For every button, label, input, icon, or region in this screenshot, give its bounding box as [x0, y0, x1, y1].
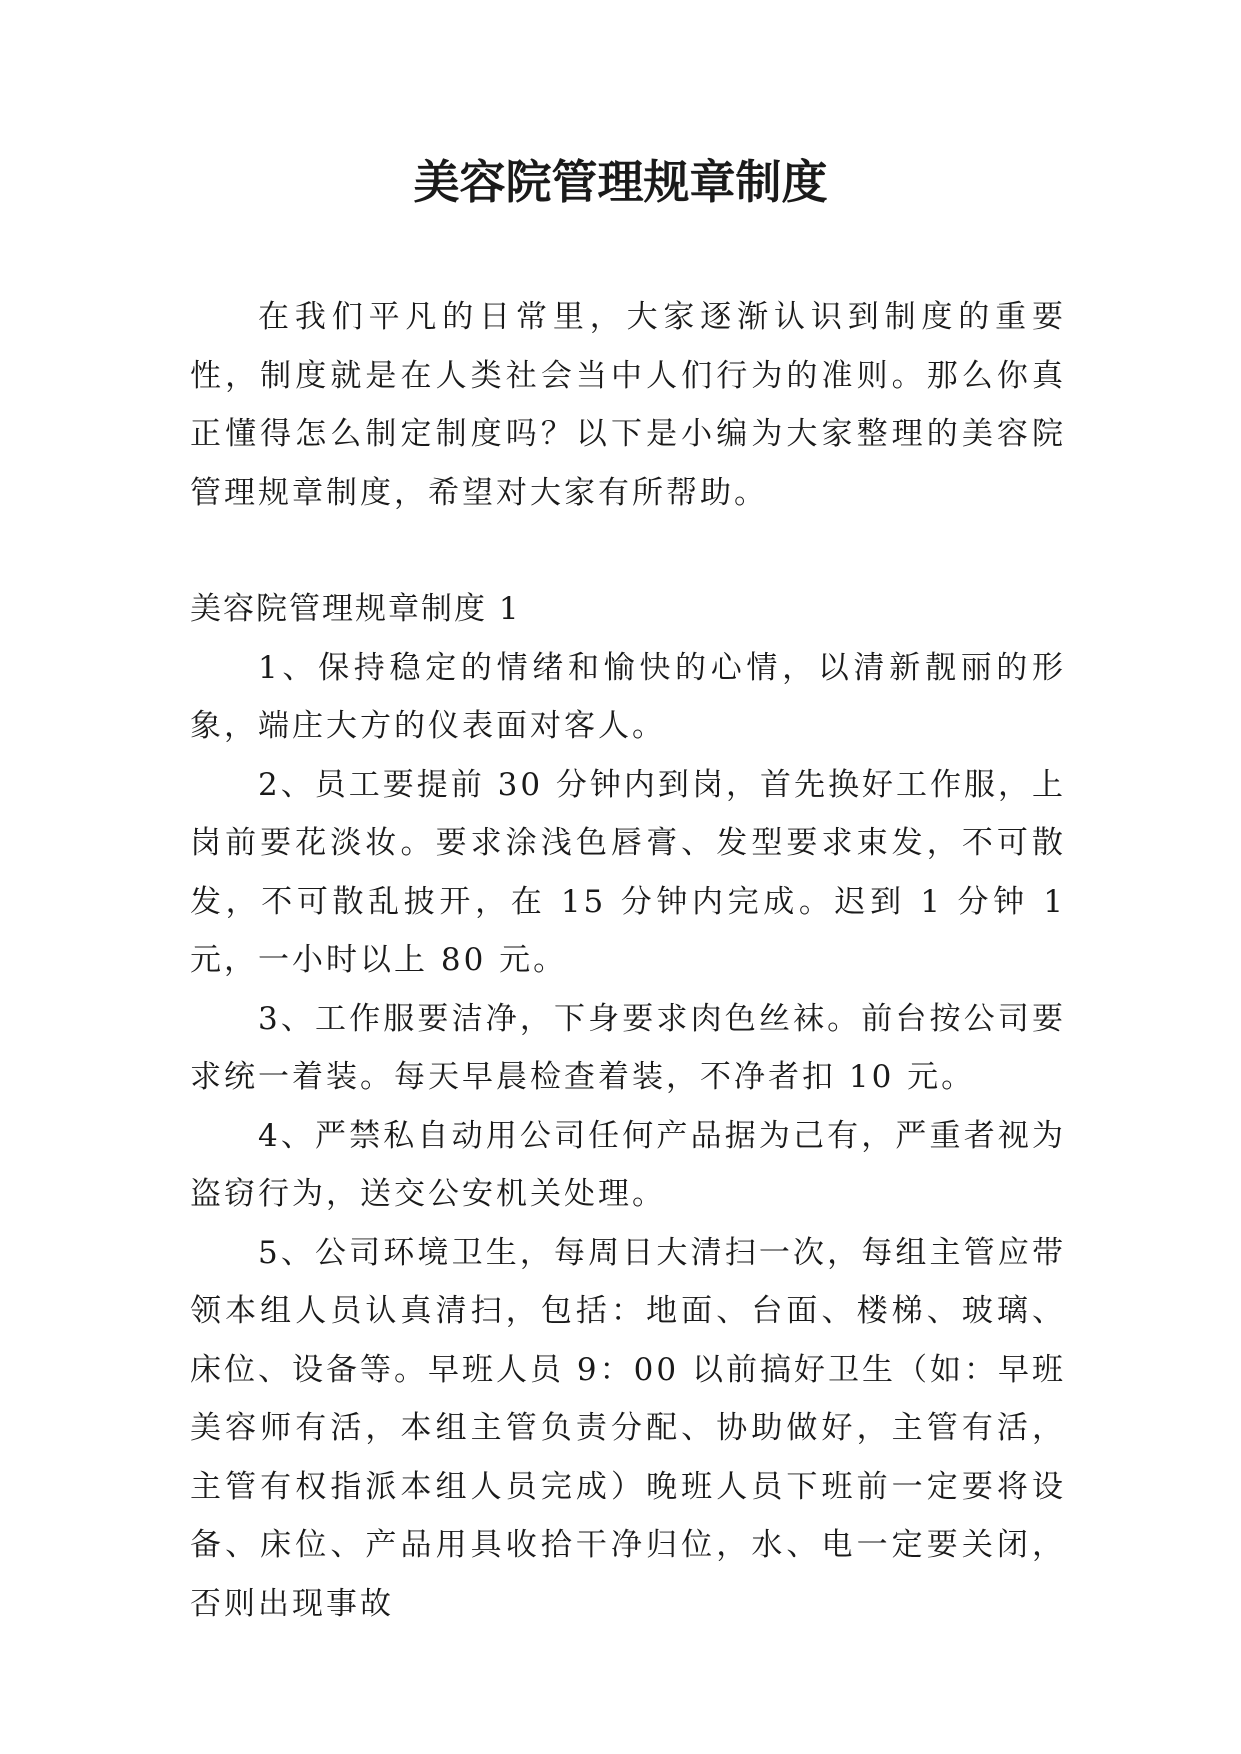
rule-item-4: 4、严禁私自动用公司任何产品据为己有，严重者视为盗窃行为，送交公安机关处理。	[190, 1117, 1066, 1212]
rule-item-5: 5、公司环境卫生，每周日大清扫一次，每组主管应带领本组人员认真清扫，包括：地面、台面、楼梯、玻璃、床位、设备等。早班人员 9：00 以前搞好卫生（如：早班美容师有活，本组主管负责分配、协助做好，主管有活，主管有权指派本组人员完成）晚班人员下班前一定要将设备、床位、产品用具收拾干净归位，水、电一定要关闭，否则出现事故	[190, 1234, 1066, 1622]
rule-item-2: 2、员工要提前 30 分钟内到岗，首先换好工作服，上岗前要花淡妆。要求涂浅色唇膏、发型要求束发，不可散发，不可散乱披开，在 15 分钟内完成。迟到 1 分钟 1 元，一小时以上 80 元。	[190, 766, 1066, 978]
rule-item-3: 3、工作服要洁净，下身要求肉色丝袜。前台按公司要求统一着装。每天早晨检查着装，不净者扣 10 元。	[190, 1000, 1066, 1095]
section-heading: 美容院管理规章制度 1	[190, 591, 521, 627]
page-title: 美容院管理规章制度	[413, 155, 828, 209]
intro-paragraph: 在我们平凡的日常里，大家逐渐认识到制度的重要性，制度就是在人类社会当中人们行为的准则。那么你真正懂得怎么制定制度吗？以下是小编为大家整理的美容院管理规章制度，希望对大家有所帮助。	[190, 299, 1066, 511]
document-body	[190, 288, 1066, 1633]
rule-item-1: 1、保持稳定的情绪和愉快的心情，以清新靓丽的形象，端庄大方的仪表面对客人。	[190, 649, 1066, 744]
